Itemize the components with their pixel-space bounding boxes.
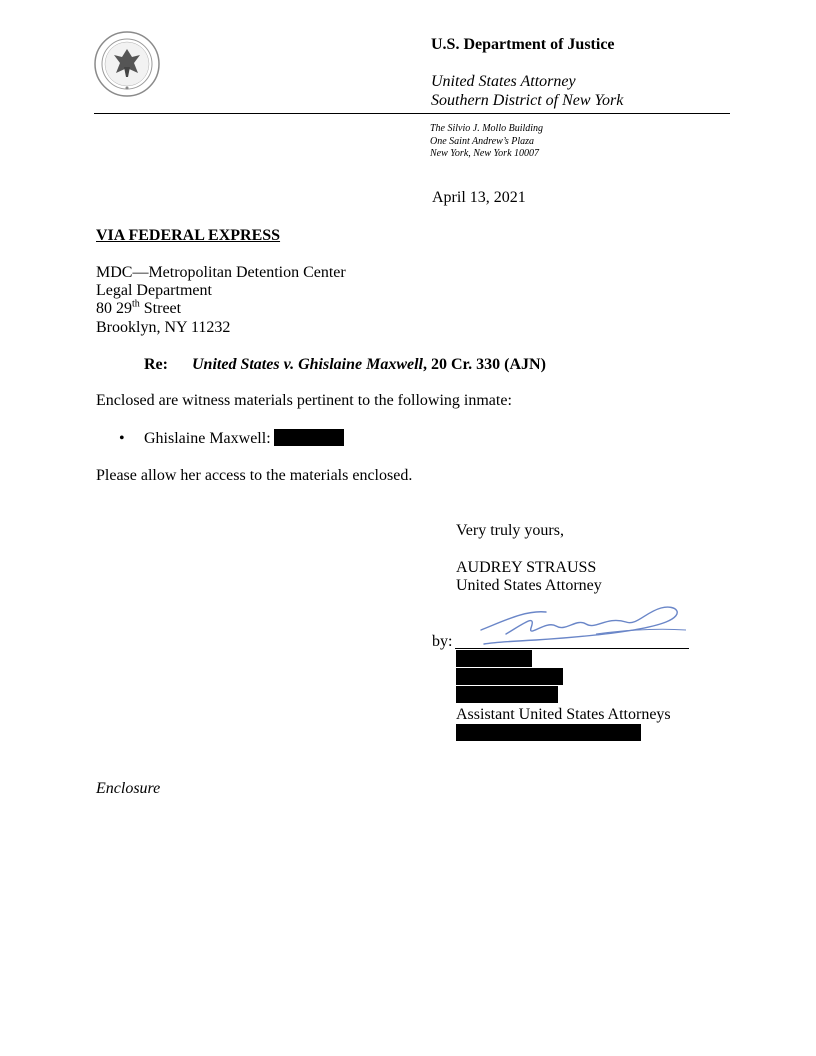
- salutation: Very truly yours,: [456, 522, 564, 539]
- office-title: United States Attorney: [431, 73, 576, 90]
- assistants-title: Assistant United States Attorneys: [456, 706, 671, 723]
- signature-line: [455, 648, 689, 649]
- address-line-1: The Silvio J. Mollo Building: [430, 123, 544, 134]
- letter-date: April 13, 2021: [432, 189, 526, 206]
- recipient-line-4: Brooklyn, NY 11232: [96, 319, 231, 336]
- redaction-box: [274, 429, 344, 446]
- redaction-box: [456, 724, 641, 741]
- address-line-3: New York, New York 10007: [430, 148, 540, 159]
- handwritten-signature-icon: [476, 600, 696, 650]
- redaction-box: [456, 650, 532, 667]
- delivery-method: VIA FEDERAL EXPRESS: [96, 227, 281, 244]
- signer-name: AUDREY STRAUSS: [456, 559, 597, 576]
- department-name: U.S. Department of Justice: [431, 36, 615, 53]
- bullet-icon: •: [119, 430, 125, 447]
- doj-seal-icon: [94, 31, 160, 97]
- redaction-box: [456, 668, 563, 685]
- office-district: Southern District of New York: [431, 92, 624, 109]
- by-label: by:: [432, 633, 453, 650]
- access-request: Please allow her access to the materials enclosed.: [96, 467, 413, 484]
- address-line-2: One Saint Andrew’s Plaza: [430, 136, 534, 147]
- re-subject: United States v. Ghislaine Maxwell, 20 Cr. 330 (AJN): [192, 356, 546, 373]
- re-label: Re:: [144, 356, 168, 373]
- intro-paragraph: Enclosed are witness materials pertinent to the following inmate:: [96, 392, 512, 409]
- inmate-label: Ghislaine Maxwell:: [144, 430, 271, 447]
- recipient-street: 80 29th Street: [96, 298, 182, 317]
- signer-title: United States Attorney: [456, 577, 602, 594]
- redaction-box: [456, 686, 558, 703]
- recipient-line-2: Legal Department: [96, 282, 212, 299]
- enclosure-note: Enclosure: [96, 780, 161, 797]
- header-rule: [94, 113, 730, 114]
- recipient-line-1: MDC—Metropolitan Detention Center: [96, 264, 346, 281]
